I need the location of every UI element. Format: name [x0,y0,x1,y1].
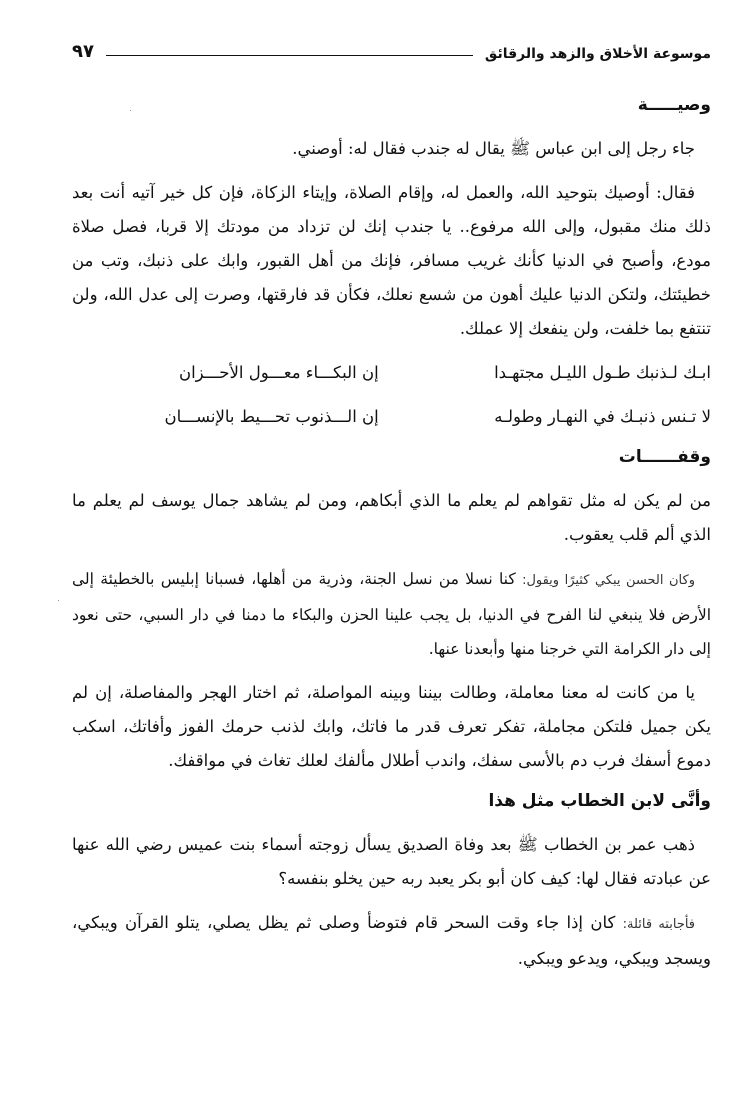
paragraph-7-body: كان إذا جاء وقت السحر قام فتوضأ وصلى ثم يظل يصلي، يتلو القرآن ويبكي، ويسجد ويبكي، ويدعو ويبكي. [72,913,711,968]
verse-1-first-half: ابـك لـذنبك طـول الليـل مجتهـدا [494,363,711,382]
paragraph-7 [72,906,711,976]
paragraph-7-lead: فأجابته قائلة: [622,917,695,932]
paragraph-5: يا من كانت له معنا معاملة، وطالت بيننا وبينه المواصلة، ثم اختار الهجر والمفاصلة، إن لم يكن جميل فلتكن مجاملة، تفكر تعرف قدر ما فاتك، وابك لذنب حرمك الفوز وأفاتك، اسكب دموع أسفك فرب دم بالأسى سفك، واندب أطلال مألفك لعلك تغاث في مواقفك. [72,683,711,770]
poem-verse-2 [72,400,711,434]
poem-verse-1 [72,356,711,390]
book-title: موسوعة الأخلاق والزهد والرقائق [484,46,711,62]
paragraph-4-lead: وكان الحسن يبكي كثيرًا ويقول: [522,573,695,588]
section-heading-pauses: وقفــــــات [618,447,711,467]
running-header [72,32,711,62]
scan-speck [130,110,131,111]
paragraph-4-body: كنا نسلا من نسل الجنة، وذرية من أهلها، فسبانا إبليس بالخطيئة إلى الأرض فلا ينبغي لنا الفرح في الدنيا، بل يجب علينا الحزن والبكاء ما دمنا في دار السبي، حتى نعود إلى دار الكرامة التي خرجنا منها وأبعدنا عنها. [72,570,711,658]
page-number: ٩٧ [72,41,94,62]
paragraph-4 [72,562,711,666]
scan-speck [402,236,403,237]
paragraph-3: من لم يكن له مثل تقواهم لم يعلم ما الذي أبكاهم، ومن لم يشاهد جمال يوسف لم يعلم ما الذي ألم قلب يعقوب. [72,491,711,544]
header-rule [106,55,473,56]
section-heading-advice: وصيـــــة [637,95,711,115]
page-body [72,92,711,986]
paragraph-1: جاء رجل إلى ابن عباس ﷺ يقال له جندب فقال له: أوصني. [292,139,695,158]
verse-2-second-half: إن الـــذنوب تحـــيط بالإنســـان [164,407,379,426]
paragraph-2: فقال: أوصيك بتوحيد الله، والعمل له، وإقام الصلاة، وإيتاء الزكاة، فإن كل خير آتيه أنت بعد ذلك منك مقبول، وإلى الله مرفوع.. يا جندب إنك لن تزداد من مودتك إلا قربا، فصل صلاة مودع، وأصبح في الدنيا كأنك غريب مسافر، فإنك من أهل القبور، وابك على ذنبك، وتب من خطيئتك، ولتكن الدنيا عليك أهون من شسع نعلك، فكأن قد فارقتها، وصرت إلى عدل الله، ولن تنتفع بما خلفت، ولن ينفعك إلا عملك. [72,183,711,338]
scan-speck [58,600,59,601]
section-heading-ibn-alkhattab: وأنَّى لابن الخطاب مثل هذا [488,791,711,811]
verse-1-second-half: إن البكـــاء معـــول الأحـــزان [178,363,379,382]
paragraph-6: ذهب عمر بن الخطاب ﷺ بعد وفاة الصديق يسأل زوجته أسماء بنت عميس رضي الله عنها عن عبادته فقال لها: كيف كان أبو بكر يعبد ربه حين يخلو بنفسه؟ [72,835,711,888]
verse-2-first-half: لا تـنس ذنبـك في النهـار وطولـه [494,407,711,426]
